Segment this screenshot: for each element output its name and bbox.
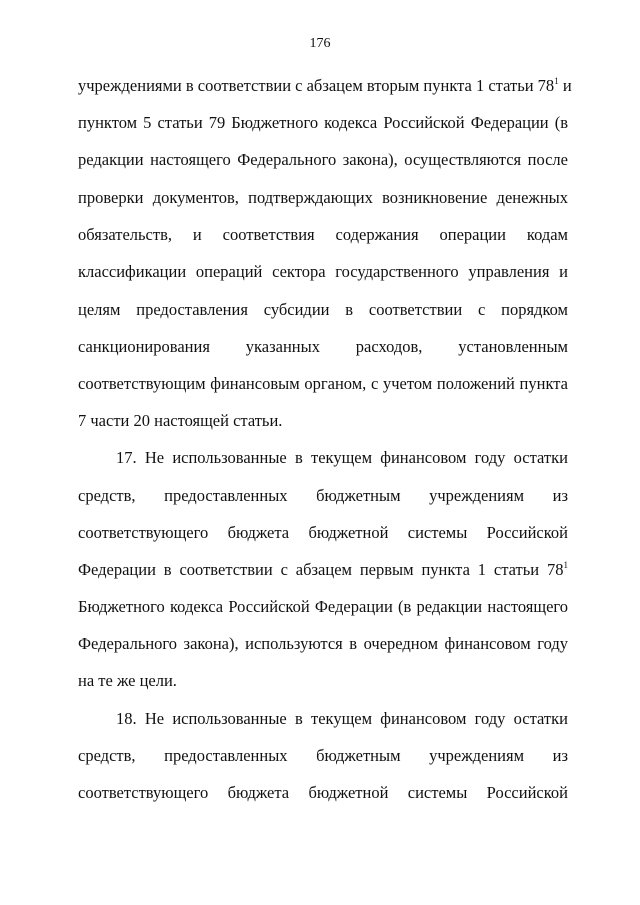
paragraph-17-line-2: средств, предоставленных бюджетным учреждениям из [78, 486, 568, 505]
text-line-2: пунктом 5 статьи 79 Бюджетного кодекса Российской Федерации (в [78, 113, 568, 132]
text-line-10: 7 части 20 настоящей статьи. [78, 411, 283, 430]
paragraph-17-line-1: 17. Не использованные в текущем финансовом году остатки [116, 448, 568, 467]
paragraph-17-line-5: Бюджетного кодекса Российской Федерации (в редакции настоящего [78, 597, 568, 616]
text-line-7: целям предоставления субсидии в соответствии с порядком [78, 300, 568, 319]
paragraph-17-line-7: на те же цели. [78, 671, 177, 690]
paragraph-18-line-3: соответствующего бюджета бюджетной системы Российской [78, 783, 568, 802]
superscript: 1 [554, 76, 559, 86]
paragraph-17-line-6: Федерального закона), используются в очередном финансовом году [78, 634, 568, 653]
text-line-6: классификации операций сектора государственного управления и [78, 262, 568, 281]
text-line-8: санкционирования указанных расходов, установленным [78, 337, 568, 356]
superscript: 1 [563, 560, 568, 570]
paragraph-18-line-2: средств, предоставленных бюджетным учреждениям из [78, 746, 568, 765]
page-number: 176 [309, 36, 331, 51]
text-line-4: проверки документов, подтверждающих возникновение денежных [78, 188, 568, 207]
paragraph-17-line-4: Федерации в соответствии с абзацем первым пункта 1 статьи $78^1$ [78, 560, 568, 579]
text-line-9: соответствующим финансовым органом, с учетом положений пункта [78, 374, 568, 393]
text-line-3: редакции настоящего Федерального закона), осуществляются после [78, 150, 568, 169]
paragraph-17-line-3: соответствующего бюджета бюджетной системы Российской [78, 523, 568, 542]
text-line-1: учреждениями в соответствии с абзацем вторым пункта 1 статьи $78^1$ и [78, 76, 572, 95]
paragraph-18-line-1: 18. Не использованные в текущем финансовом году остатки [116, 709, 568, 728]
text-line-5: обязательств, и соответствия содержания операции кодам [78, 225, 568, 244]
